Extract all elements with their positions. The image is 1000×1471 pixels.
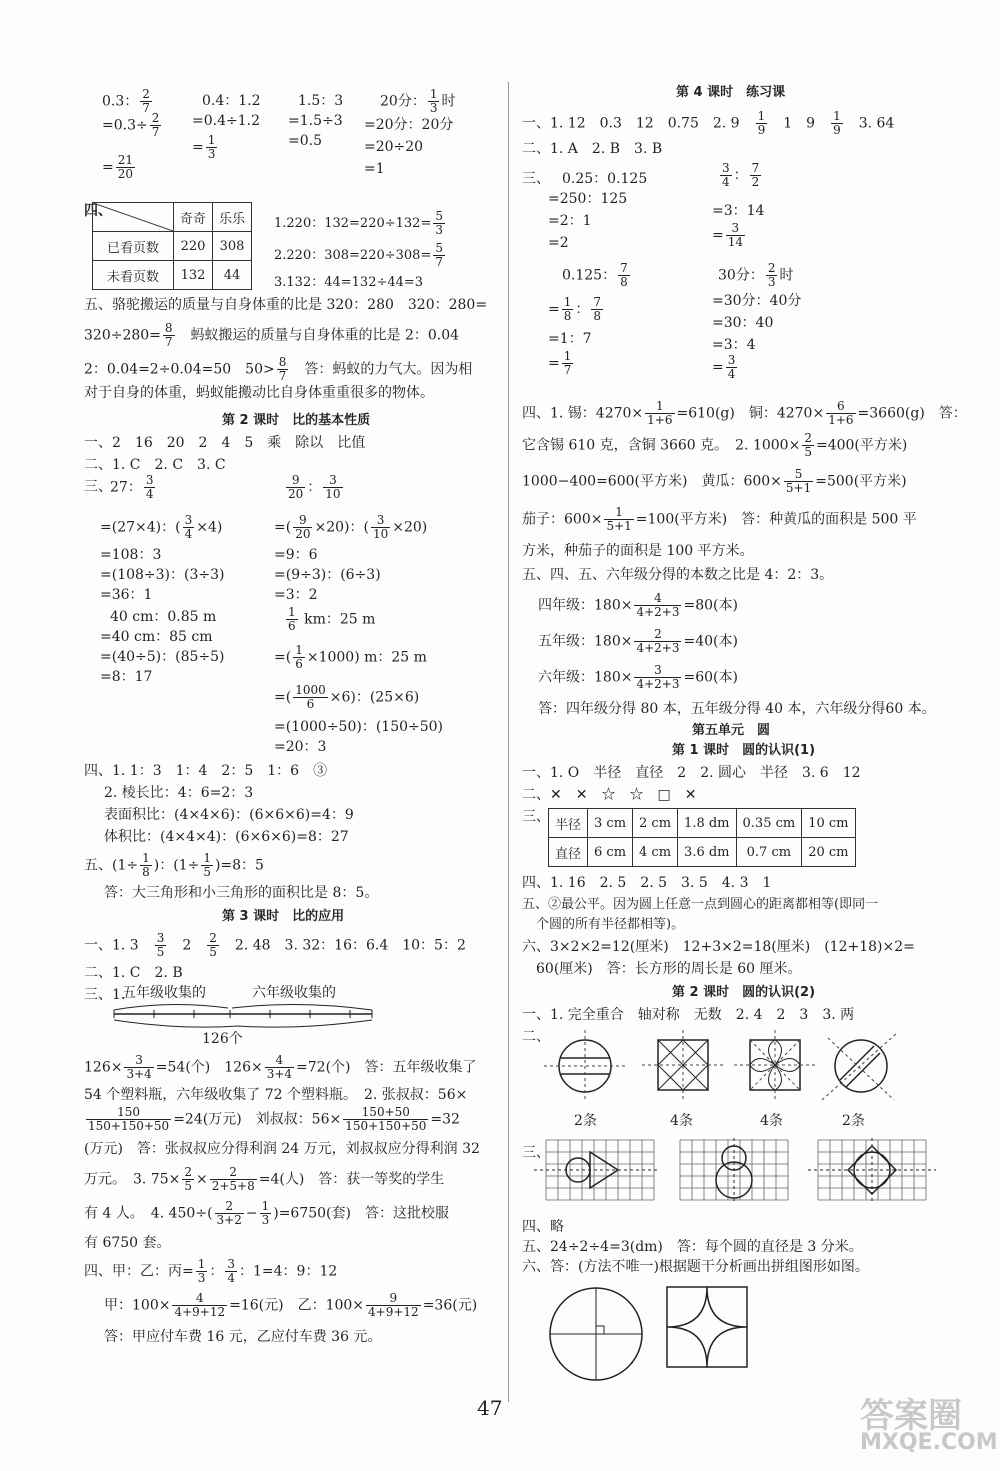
answer-4-3: 3.132：44=132÷44=3	[274, 275, 424, 290]
unit-5-q4: 四、略	[522, 1219, 564, 1235]
unit-5-p3-label: 三、	[522, 809, 550, 825]
diagonal-line	[93, 203, 173, 231]
lesson-4-p4e: 方米，种茄子的面积是 100 平方米。	[522, 543, 754, 559]
unit-5-p2: 二、✕ ✕ ☆ ☆ □ ✕	[522, 787, 697, 803]
lesson-4-p4c: 1000−400=600(平方米) 黄瓜：600× $\frac{5}{5+1}$ =500(平方米)	[522, 467, 907, 495]
lesson-3-p4b: 甲：100× $\frac{4}{4+9+12}$ =16(元) 乙：100× $\frac{9}{4+9+12}$ =36(元)	[104, 1291, 478, 1319]
ratio-calc-2-step: =0.4÷1.2	[192, 113, 260, 129]
lesson-3-p4a: 四、甲：乙：丙= $\frac{1}{3}$ ： $\frac{3}{4}$ ：1=4：9：12	[84, 1257, 338, 1285]
table-header: 乐乐	[213, 203, 252, 232]
calc-4d-4: =3：4	[712, 337, 756, 353]
ratio-calc-4: 20分： $\frac{1}{3}$ 时	[380, 87, 456, 115]
lesson-4-p3-label: 三、	[522, 171, 550, 187]
table-row-label: 直径	[549, 838, 588, 867]
segment-total: 126个	[202, 1031, 243, 1047]
calc-4a-3: =2：1	[548, 213, 592, 229]
ratio-calc-1: 0.3： $\frac{2}{7}$	[102, 87, 150, 115]
table-cell: 10 cm	[802, 809, 855, 838]
square-x-symmetry-figure	[640, 1028, 726, 1104]
calc-2d-4: =(1000÷50)：(150÷50)	[274, 719, 444, 735]
grid-figure-1	[532, 1138, 662, 1204]
figure-caption: 4条	[760, 1113, 783, 1129]
calc-4d-3: =30：40	[712, 315, 774, 331]
lesson-4-p5b: 四年级：180× $\frac{4}{4+2+3}$ =80(本)	[538, 591, 738, 619]
ratio-calc-4-step2: =20÷20	[364, 139, 424, 155]
answer-4-2: 2.220：308=220÷308= $\frac{5}{7}$	[274, 241, 443, 269]
calc-2c-2: =40 cm：85 cm	[100, 629, 213, 645]
pages-table	[92, 202, 252, 290]
segment-label-right: 六年级收集的	[252, 985, 336, 1001]
calc-2d-5: =20：3	[274, 739, 327, 755]
calc-4d-1: 30分： $\frac{2}{3}$ 时	[718, 261, 794, 289]
unit-5-p1: 一、1. O 半径 直径 2 2. 圆心 半径 3. 6 12	[522, 765, 861, 781]
line-segment-diagram	[110, 1000, 380, 1034]
segment-label-left: 五年级收集的	[122, 985, 206, 1001]
unit-5-p4: 四、1. 16 2. 5 2. 5 3. 5 4. 3 1	[522, 875, 772, 891]
watermark-url: MXQE.COM	[860, 1430, 998, 1455]
calc-4c-2: = $\frac{1}{8}$ ： $\frac{7}{8}$	[548, 295, 602, 323]
calc-4b-2: =3：14	[712, 203, 765, 219]
lesson-2-p1: 一、2 16 20 2 4 5 乘 除以 比值	[84, 435, 366, 451]
lesson-2-p4b: 2. 棱长比：4：6=2：3	[104, 785, 254, 801]
table-corner-cell	[93, 203, 174, 232]
ratio-calc-2-result: = $\frac{1}{3}$	[192, 133, 216, 161]
lesson-3-q2: 54 个塑料瓶，六年级收集了 72 个塑料瓶。 2. 张叔叔：56×	[84, 1087, 468, 1103]
calc-4d-2: =30分：40分	[712, 293, 802, 309]
page-number: 47	[477, 1396, 503, 1420]
lesson-2-p4c: 表面积比：(4×4×6)：(6×6×6)=4：9	[104, 807, 354, 823]
calc-2b-2: =( $\frac{9}{20}$ ×20)：( $\frac{3}{10}$ ×20)	[274, 513, 428, 541]
calc-2b-1: $\frac{9}{20}$ ： $\frac{3}{10}$	[288, 473, 341, 501]
lesson-3-q4: (万元) 答：张叔叔应分得利润 24 万元，刘叔叔应分得利润 32	[84, 1141, 480, 1157]
ratio-calc-1-step: =0.3÷ $\frac{2}{7}$	[102, 111, 160, 139]
ratio-calc-1-result: = $\frac{21}{20}$	[102, 153, 134, 181]
unit-5-title: 第五单元 圆	[692, 723, 771, 738]
calc-2d-3: =( $\frac{1000}{6}$ ×6)：(25×6)	[274, 683, 420, 711]
calc-2a-3: =108：3	[100, 547, 162, 563]
lesson-4-p4d: 茄子：600× $\frac{1}{5+1}$ =100(平方米) 答：种黄瓜的面积是 500 平	[522, 505, 917, 533]
calc-4c-3: =1：7	[548, 331, 592, 347]
section-5-line-1: 五、骆驼搬运的质量与自身体重的比是 320：280 320：280=	[84, 297, 488, 313]
section-5-line-2: 320÷280= $\frac{8}{7}$ 蚂蚁搬运的质量与自身体重的比是 2：0.04	[84, 321, 460, 349]
figure-caption: 4条	[670, 1113, 693, 1129]
calc-4d-5: = $\frac{3}{4}$	[712, 353, 736, 381]
table-cell: 4 cm	[633, 838, 678, 867]
lesson-3-title: 第 3 课时 比的应用	[222, 909, 345, 924]
calc-2a-2: =(27×4)：( $\frac{3}{4}$ ×4)	[100, 513, 223, 541]
circle-diagonal-symmetry-figure	[818, 1028, 904, 1104]
lesson-3-p1: 一、1. 3 $\frac{3}{5}$ 2 $\frac{2}{5}$ 2. 48 3. 32：16：6.4 10：5：2	[84, 931, 466, 959]
lesson-4-p5a: 五、四、五、六年级分得的本数之比是 4：2：3。	[522, 567, 834, 583]
table-row-label: 未看页数	[93, 261, 174, 290]
table-cell: 132	[174, 261, 213, 290]
ratio-calc-3: 1.5：3	[298, 93, 344, 109]
ratio-calc-3-result: =0.5	[288, 133, 322, 149]
table-cell: 2 cm	[633, 809, 678, 838]
calc-2b-4: =(9÷3)：(6÷3)	[274, 567, 381, 583]
calc-2b-5: =3：2	[274, 587, 318, 603]
calc-2d-2: =( $\frac{1}{6}$ ×1000) m：25 m	[274, 643, 427, 671]
table-cell: 44	[213, 261, 252, 290]
figure-caption: 2条	[842, 1113, 865, 1129]
ratio-calc-4-result: =1	[364, 161, 385, 177]
ratio-calc-3-step: =1.5÷3	[288, 113, 343, 129]
lesson-2-p2: 二、1. C 2. C 3. C	[84, 457, 226, 473]
ratio-calc-2: 0.4：1.2	[202, 93, 261, 109]
unit-5-q3-label: 三、	[522, 1145, 550, 1161]
circle-symmetry-figure	[542, 1028, 628, 1104]
table-cell: 6 cm	[588, 838, 633, 867]
lesson-3-q5: 万元。 3. 75× $\frac{2}{5}$ × $\frac{2}{2+5+8}$ =4(人) 答：获一等奖的学生	[84, 1165, 445, 1193]
table-cell: 0.7 cm	[736, 838, 802, 867]
table-cell: 20 cm	[802, 838, 855, 867]
unit-5-p6b: 60(厘米) 答：长方形的周长是 60 厘米。	[536, 961, 802, 977]
lesson-4-p5c: 五年级：180× $\frac{2}{4+2+3}$ =40(本)	[538, 627, 738, 655]
lesson-3-p4c: 答：甲应付车费 16 元，乙应付车费 36 元。	[104, 1329, 382, 1345]
lesson-4-p5e: 答：四年级分得 80 本，五年级分得 40 本，六年级分得60 本。	[538, 701, 936, 717]
lesson-4-title: 第 4 课时 练习课	[676, 85, 786, 100]
grid-figure-3	[808, 1138, 938, 1204]
lesson-3-p2: 二、1. C 2. B	[84, 965, 183, 981]
unit-5-q1: 一、1. 完全重合 轴对称 无数 2. 4 2 3 3. 两	[522, 1007, 855, 1023]
unit-5-p5b: 个圆的所有半径都相等)。	[536, 917, 685, 932]
lesson-3-q3: $\frac{150}{150+150+50}$ =24(万元) 刘叔叔：56× $\frac{150+50}{150+150+50}$ =32	[88, 1105, 460, 1133]
calc-2c-3: =(40÷5)：(85÷5)	[100, 649, 225, 665]
calc-4c-4: = $\frac{1}{7}$	[548, 349, 572, 377]
calc-2d-1: $\frac{1}{6}$ km：25 m	[288, 605, 376, 633]
unit-5-q6: 六、答：(方法不唯一)根据题干分析画出拼组图形如图。	[522, 1259, 869, 1275]
calc-2a-5: =36：1	[100, 587, 153, 603]
unit-5-p5a: 五、②最公平。因为圆上任意一点到圆心的距离都相等(即同一	[522, 897, 879, 912]
section-4-label: 四、	[84, 203, 112, 219]
lesson-4-p4a: 四、1. 锡：4270× $\frac{1}{1+6}$ =610(g) 铜：4270× $\frac{6}{1+6}$ =3660(g) 答：	[522, 399, 967, 427]
calc-2a-4: =(108÷3)：(3÷3)	[100, 567, 225, 583]
lesson-3-q1: 126× $\frac{3}{3+4}$ =54(个) 126× $\frac{4}{3+4}$ =72(个) 答：五年级收集了	[84, 1053, 477, 1081]
unit-5-q5: 五、24÷2÷4=3(dm) 答：每个圆的直径是 3 分米。	[522, 1239, 863, 1255]
calc-4b-3: = $\frac{3}{14}$	[712, 221, 744, 249]
lesson-3-p3-label: 三、1.	[84, 987, 126, 1003]
lesson-4-p5d: 六年级：180× $\frac{3}{4+2+3}$ =60(本)	[538, 663, 738, 691]
lesson-2-p5a: 五、(1÷ $\frac{1}{8}$ )：(1÷ $\frac{1}{5}$ )=8：5	[84, 851, 264, 879]
radius-diameter-table	[548, 808, 856, 867]
lesson-4-p2: 二、1. A 2. B 3. B	[522, 141, 663, 157]
unit-5-lesson-1-title: 第 1 课时 圆的认识(1)	[672, 743, 816, 758]
table-cell: 0.35 cm	[736, 809, 802, 838]
table-row-label: 已看页数	[93, 232, 174, 261]
lesson-4-p1: 一、1. 12 0.3 12 0.75 2. 9 $\frac{1}{9}$ 1 9 $\frac{1}{9}$ 3. 64	[522, 109, 895, 137]
watermark-logo: 答案圈	[860, 1396, 962, 1436]
calc-2c-1: 40 cm：0.85 m	[110, 609, 217, 625]
calc-4b-1: $\frac{3}{4}$ ： $\frac{7}{2}$	[722, 161, 760, 189]
grid-figure-2	[670, 1138, 800, 1204]
lesson-2-title: 第 2 课时 比的基本性质	[222, 413, 371, 428]
calc-4a-1: 0.25：0.125	[562, 171, 648, 187]
column-divider	[508, 82, 509, 1402]
table-header: 奇奇	[174, 203, 213, 232]
lesson-2-p3-label: 三、	[84, 479, 112, 495]
section-5-line-3: 2：0.04=2÷0.04=50 50> $\frac{8}{7}$ 答：蚂蚁的力气大。因为相	[84, 355, 473, 383]
table-cell: 220	[174, 232, 213, 261]
lesson-3-q7: 有 6750 套。	[84, 1235, 171, 1251]
table-cell: 1.8 dm	[678, 809, 736, 838]
lesson-4-p4b: 它含锡 610 克，含铜 3660 克。 2. 1000× $\frac{2}{5}$ =400(平方米)	[522, 431, 908, 459]
calc-4a-2: =250：125	[548, 191, 628, 207]
circle-quadrants-figure	[546, 1284, 646, 1384]
answer-4-1: 1.220：132=220÷132= $\frac{5}{3}$	[274, 209, 443, 237]
calc-4c-1: 0.125： $\frac{7}{8}$	[562, 261, 628, 289]
unit-5-lesson-2-title: 第 2 课时 圆的认识(2)	[672, 985, 816, 1000]
table-row-label: 半径	[549, 809, 588, 838]
section-5-line-4: 对于自身的体重，蚂蚁能搬动比自身体重重很多的物体。	[84, 385, 434, 401]
calc-4a-4: =2	[548, 235, 569, 251]
lesson-2-p4a: 四、1. 1：3 1：4 2：5 1：6 ③	[84, 763, 328, 779]
lesson-2-p5b: 答：大三角形和小三角形的面积比是 8：5。	[104, 885, 379, 901]
calc-2c-4: =8：17	[100, 669, 153, 685]
square-arcs-figure	[664, 1284, 750, 1370]
calc-2b-3: =9：6	[274, 547, 318, 563]
ratio-calc-4-step1: =20分：20分	[364, 117, 454, 133]
table-cell: 308	[213, 232, 252, 261]
calc-2a-1: 27： $\frac{3}{4}$	[110, 473, 154, 501]
square-petal-symmetry-figure	[732, 1028, 818, 1104]
lesson-3-q6: 有 4 人。 4. 450÷( $\frac{2}{3+2}$ − $\frac{1}{3}$ )=6750(套) 答：这批校服	[84, 1199, 449, 1227]
unit-5-p6a: 六、3×2×2=12(厘米) 12+3×2=18(厘米) (12+18)×2=	[522, 939, 915, 955]
lesson-2-p4d: 体积比：(4×4×4)：(6×6×6)=8：27	[104, 829, 349, 845]
figure-caption: 2条	[574, 1113, 597, 1129]
table-cell: 3.6 dm	[678, 838, 736, 867]
unit-5-q2-label: 二、	[522, 1029, 550, 1045]
table-cell: 3 cm	[588, 809, 633, 838]
